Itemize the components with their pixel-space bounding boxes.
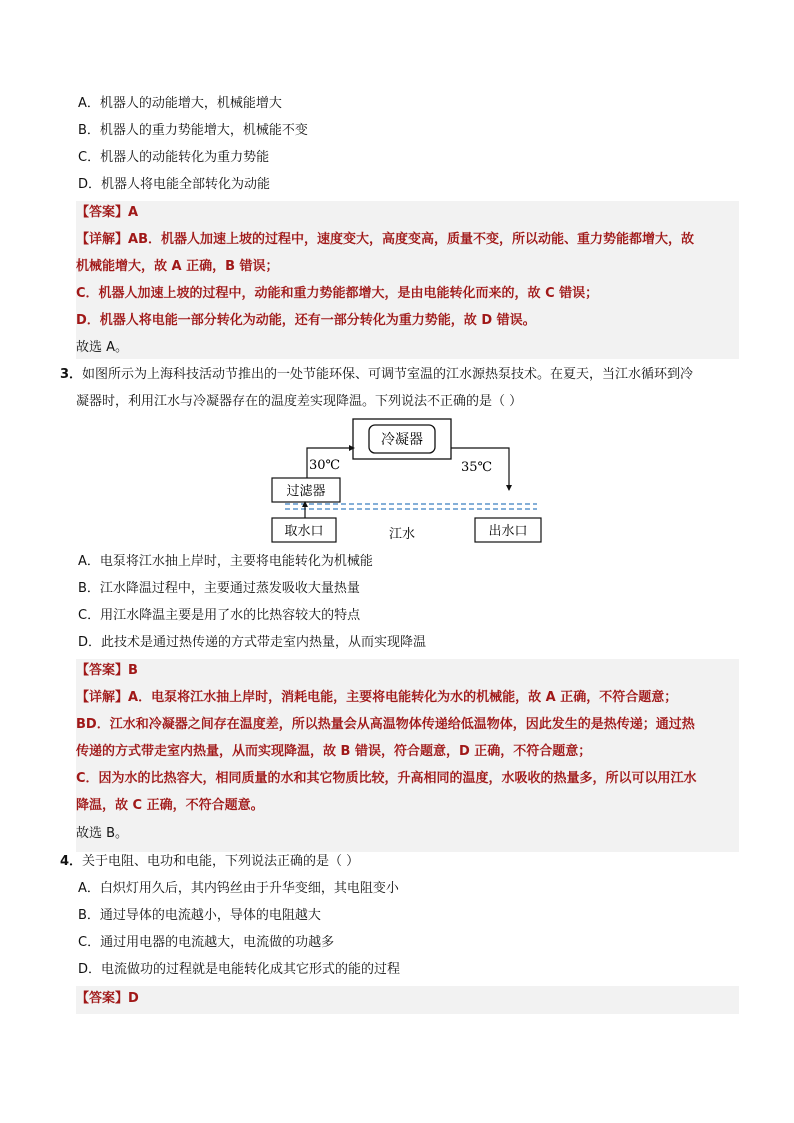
q3-stem-line-2: 凝器时，利用江水与冷凝器存在的温度差实现降温。下列说法不正确的是（ ） <box>76 394 523 409</box>
q4-option-d: D．电流做功的过程就是电能转化成其它形式的能的过程 <box>78 962 401 977</box>
temp-out-label: 35℃ <box>461 460 493 475</box>
q4-answer-block <box>76 986 739 1014</box>
q3-answer-line <box>76 662 138 680</box>
detail-tag: 【详解】 <box>76 690 129 705</box>
q2-detail-line-4: D．机器人将电能一部分转化为动能，还有一部分转化为重力势能，故 D 错误。 <box>76 313 536 328</box>
q2-option-b: B．机器人的重力势能增大，机械能不变 <box>78 123 308 138</box>
q3-detail-line-4: C．因为水的比热容大，相同质量的水和其它物质比较，升高相同的温度，水吸收的热量多，所以可以用江水 <box>76 771 697 786</box>
detail-tag: 【详解】 <box>76 232 129 247</box>
q3-detail-line-1 <box>76 689 677 707</box>
answer-value: A <box>128 205 139 220</box>
q2-conclusion: 故选 A。 <box>76 340 129 355</box>
condenser-label: 冷凝器 <box>381 432 423 448</box>
q3-option-d: D．此技术是通过热传递的方式带走室内热量，从而实现降温 <box>78 635 427 650</box>
intake-label: 取水口 <box>284 524 324 539</box>
q3-detail-line-5: 降温，故 C 正确，不符合题意。 <box>76 798 264 813</box>
q3-option-a: A．电泵将江水抽上岸时，主要将电能转化为机械能 <box>78 554 373 569</box>
q3-stem-line-1 <box>60 366 693 384</box>
q3-detail-line-3: 传递的方式带走室内热量，从而实现降温，故 B 错误，符合题意，D 正确，不符合题意； <box>76 744 592 759</box>
q2-detail-line-3: C．机器人加速上坡的过程中，动能和重力势能都增大，是由电能转化而来的，故 C 错误； <box>76 286 599 301</box>
temp-in-label: 30℃ <box>309 458 341 473</box>
answer-value: D <box>128 991 139 1006</box>
q2-detail-line-2: 机械能增大，故 A 正确，B 错误； <box>76 259 279 274</box>
q4-stem <box>60 853 359 871</box>
detail-text: AB．机器人加速上坡的过程中，速度变大，高度变高，质量不变，所以动能、重力势能都增大，故 <box>128 232 694 247</box>
q3-detail-line-2: BD．江水和冷凝器之间存在温度差，所以热量会从高温物体传递给低温物体，因此发生的是热传递；通过热 <box>76 717 695 732</box>
q3-option-b: B．江水降温过程中，主要通过蒸发吸收大量热量 <box>78 581 360 596</box>
outlet-label: 出水口 <box>488 524 528 539</box>
stem-text: 关于电阻、电功和电能，下列说法正确的是（ ） <box>82 854 360 869</box>
answer-tag: 【答案】 <box>76 991 129 1006</box>
stem-text: 如图所示为上海科技活动节推出的一处节能环保、可调节室温的江水源热泵技术。在夏天，当江水循环到冷 <box>82 367 694 382</box>
q2-option-a: A．机器人的动能增大，机械能增大 <box>78 96 282 111</box>
q2-answer-block <box>76 201 739 359</box>
q3-option-c: C．用江水降温主要是用了水的比热容较大的特点 <box>78 608 361 623</box>
q2-option-d: D．机器人将电能全部转化为动能 <box>78 177 271 192</box>
detail-text: A．电泵将江水抽上岸时，消耗电能，主要将电能转化为水的机械能，故 A 正确，不符合题意； <box>128 690 678 705</box>
q2-answer-line <box>76 204 138 222</box>
q4-option-c: C．通过用电器的电流越大，电流做的功越多 <box>78 935 335 950</box>
q3-conclusion: 故选 B。 <box>76 826 129 841</box>
answer-tag: 【答案】 <box>76 663 129 678</box>
filter-label: 过滤器 <box>286 484 326 499</box>
q2-detail-line-1 <box>76 231 694 249</box>
heat-pump-diagram <box>265 418 550 548</box>
q4-answer-line <box>76 990 139 1008</box>
answer-tag: 【答案】 <box>76 205 129 220</box>
q4-option-b: B．通过导体的电流越小，导体的电阻越大 <box>78 908 321 923</box>
answer-value: B <box>128 663 138 678</box>
river-label: 江水 <box>388 527 416 542</box>
q2-option-c: C．机器人的动能转化为重力势能 <box>78 150 270 165</box>
question-number: 3． <box>60 367 83 382</box>
outlet-arrow <box>506 485 512 491</box>
question-number: 4． <box>60 854 83 869</box>
q4-option-a: A．白炽灯用久后，其内钨丝由于升华变细，其电阻变小 <box>78 881 399 896</box>
inlet-arrow <box>349 445 355 451</box>
